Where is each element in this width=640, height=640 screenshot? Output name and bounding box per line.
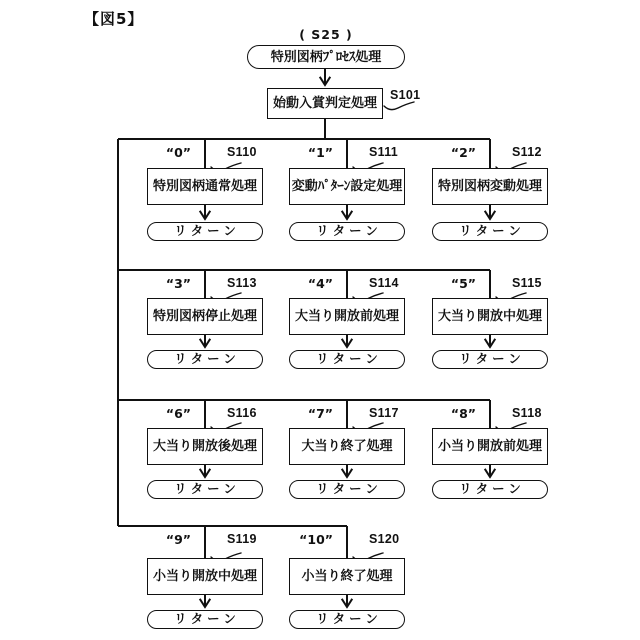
- step-label-s101: S101: [390, 88, 421, 102]
- branch-value-8: “8”: [450, 406, 476, 421]
- step-label-s111: S111: [369, 145, 399, 159]
- process-box-s117: 大当り終了処理: [289, 428, 405, 465]
- process-box-s113: 特別図柄停止処理: [147, 298, 263, 335]
- process-box-s114: 大当り開放前処理: [289, 298, 405, 335]
- process-box-s120: 小当り終了処理: [289, 558, 405, 595]
- return-terminal-s119: リターン: [147, 610, 263, 629]
- return-terminal-s114: リターン: [289, 350, 405, 369]
- return-terminal-s117: リターン: [289, 480, 405, 499]
- branch-value-0: “0”: [165, 145, 191, 160]
- process-box-s110: 特別図柄通常処理: [147, 168, 263, 205]
- branch-value-10: “10”: [299, 532, 333, 547]
- return-terminal-s113: リターン: [147, 350, 263, 369]
- return-terminal-s111: リターン: [289, 222, 405, 241]
- return-terminal-s115: リターン: [432, 350, 548, 369]
- step-label-s119: S119: [227, 532, 257, 546]
- step-label-s114: S114: [369, 276, 399, 290]
- process-box-s112: 特別図柄変動処理: [432, 168, 548, 205]
- return-terminal-s120: リターン: [289, 610, 405, 629]
- process-box-s119: 小当り開放中処理: [147, 558, 263, 595]
- branch-value-6: “6”: [165, 406, 191, 421]
- entry-terminal: 特別図柄ﾌﾟﾛｾｽ処理: [247, 45, 405, 69]
- process-box-s115: 大当り開放中処理: [432, 298, 548, 335]
- process-box-s118: 小当り開放前処理: [432, 428, 548, 465]
- step-label-s110: S110: [227, 145, 257, 159]
- step-label-s116: S116: [227, 406, 257, 420]
- process-box-s111: 変動ﾊﾟﾀｰﾝ設定処理: [289, 168, 405, 205]
- step-label-s117: S117: [369, 406, 399, 420]
- return-terminal-s110: リターン: [147, 222, 263, 241]
- step-label-s115: S115: [512, 276, 542, 290]
- branch-value-2: “2”: [450, 145, 476, 160]
- step-label-s120: S120: [369, 532, 400, 546]
- branch-value-3: “3”: [165, 276, 191, 291]
- return-terminal-s118: リターン: [432, 480, 548, 499]
- entry-step-reference: ( S25 ): [299, 27, 353, 42]
- branch-value-5: “5”: [450, 276, 476, 291]
- branch-value-1: “1”: [307, 145, 333, 160]
- branch-value-4: “4”: [307, 276, 333, 291]
- step-label-s118: S118: [512, 406, 542, 420]
- branch-value-7: “7”: [307, 406, 333, 421]
- step-label-s112: S112: [512, 145, 542, 159]
- return-terminal-s116: リターン: [147, 480, 263, 499]
- step-label-s113: S113: [227, 276, 257, 290]
- figure-title: 【図5】: [84, 10, 144, 28]
- branch-value-9: “9”: [165, 532, 191, 547]
- process-box-s116: 大当り開放後処理: [147, 428, 263, 465]
- process-box-s101: 始動入賞判定処理: [267, 88, 383, 119]
- return-terminal-s112: リターン: [432, 222, 548, 241]
